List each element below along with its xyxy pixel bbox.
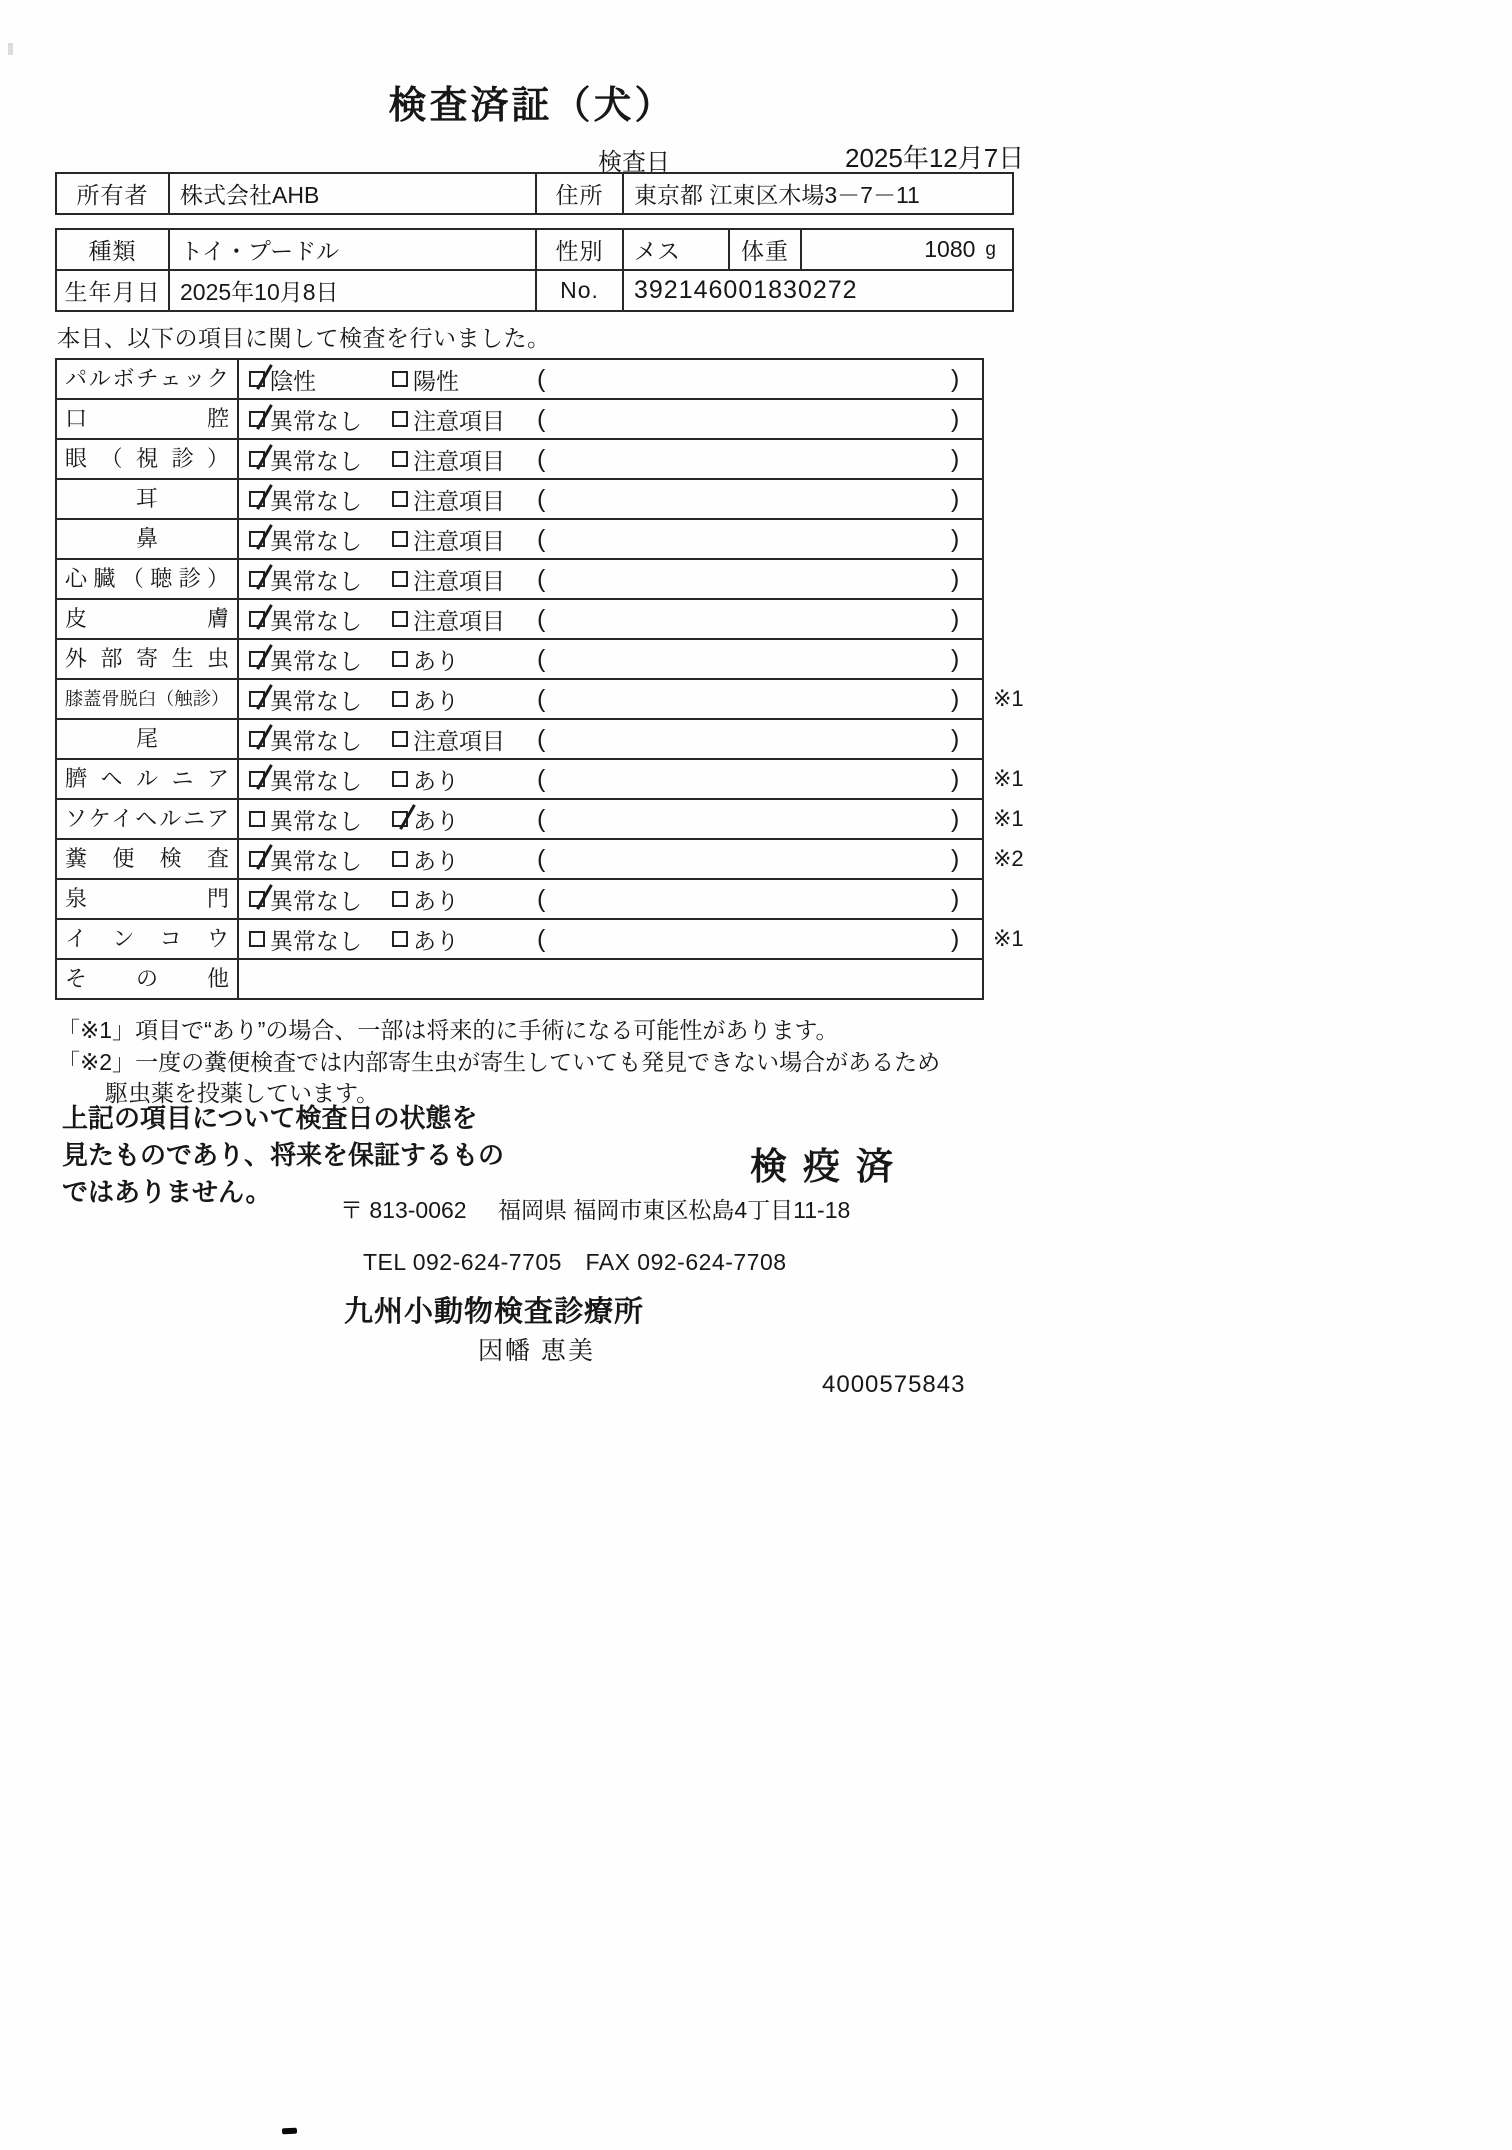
paren-open: (	[537, 845, 546, 873]
option-1-label: 異常なし	[270, 647, 362, 674]
paren-close: )	[951, 365, 960, 393]
paren-open: (	[537, 485, 546, 513]
option-2	[392, 400, 505, 438]
inspection-row	[57, 360, 982, 400]
option-1	[249, 720, 362, 758]
checkbox-icon	[249, 451, 265, 467]
paren-close: )	[951, 845, 960, 873]
option-1-label: 異常なし	[270, 527, 362, 554]
item-content	[239, 560, 982, 598]
item-content	[239, 520, 982, 558]
item-label: 鼻	[57, 520, 239, 558]
item-content	[239, 760, 982, 798]
inspection-row	[57, 840, 1024, 880]
option-2-label: 注意項目	[413, 487, 505, 514]
item-content	[239, 960, 982, 998]
option-1	[249, 520, 362, 558]
paren-close: )	[951, 685, 960, 713]
row-footnote-mark: ※2	[993, 846, 1024, 871]
address-label: 住所	[537, 174, 624, 213]
weight-unit: g	[985, 238, 996, 260]
item-label: 口腔	[57, 400, 239, 438]
item-content	[239, 440, 982, 478]
checkbox-icon	[392, 731, 408, 747]
weight-cell	[802, 230, 1012, 269]
option-2	[392, 840, 459, 878]
paren-close: )	[951, 925, 960, 953]
row-footnote-mark: ※1	[993, 686, 1024, 711]
paren-open: (	[537, 765, 546, 793]
checkbox-icon	[249, 811, 265, 827]
disclaimer-line-1: 上記の項目について検査日の状態を	[62, 1103, 478, 1133]
clinic-address: 福岡県 福岡市東区松島4丁目11-18	[498, 1197, 851, 1223]
option-1-label: 陰性	[270, 367, 316, 394]
intro-text: 本日、以下の項目に関して検査を行いました。	[57, 325, 551, 351]
checkbox-icon	[392, 651, 408, 667]
item-label: 糞便検査	[57, 840, 239, 878]
option-2-label: あり	[413, 847, 459, 874]
inspection-row	[57, 880, 982, 920]
item-label: 皮膚	[57, 600, 239, 638]
item-label: 膝蓋骨脱臼（触診）	[57, 680, 239, 718]
paren-open: (	[537, 805, 546, 833]
option-1-label: 異常なし	[270, 407, 362, 434]
option-1	[249, 440, 362, 478]
option-1-label: 異常なし	[270, 767, 362, 794]
option-2	[392, 800, 459, 838]
inspection-row	[57, 480, 982, 520]
pet-info-table	[55, 228, 1014, 312]
inspection-row	[57, 560, 982, 600]
paren-close: )	[951, 405, 960, 433]
checkbox-icon	[249, 931, 265, 947]
address-value: 東京都 江東区木場3－7－11	[634, 182, 920, 208]
paren-close: )	[951, 485, 960, 513]
item-content	[239, 720, 982, 758]
no-value: 392146001830272	[634, 276, 858, 304]
paren-open: (	[537, 365, 546, 393]
option-2	[392, 760, 459, 798]
item-label: 外部寄生虫	[57, 640, 239, 678]
paren-open: (	[537, 405, 546, 433]
paren-close: )	[951, 805, 960, 833]
checkbox-icon	[392, 451, 408, 467]
clinic-postal-code: 〒 813-0062	[340, 1197, 467, 1223]
option-1	[249, 400, 362, 438]
disclaimer-line-3: ではありません。	[62, 1177, 272, 1207]
option-1-label: 異常なし	[270, 847, 362, 874]
item-label: 臍ヘルニア	[57, 760, 239, 798]
paren-open: (	[537, 525, 546, 553]
footnote-1: 「※1」項目で“あり”の場合、一部は将来的に手術になる可能性があります。	[57, 1017, 839, 1043]
disclaimer-line-2: 見たものであり、将来を保証するもの	[62, 1140, 505, 1170]
scan-artifact	[282, 2128, 297, 2135]
checkbox-icon	[392, 811, 408, 827]
item-content	[239, 360, 982, 398]
checkbox-icon	[392, 491, 408, 507]
option-2	[392, 360, 459, 398]
paren-open: (	[537, 925, 546, 953]
item-content	[239, 680, 982, 718]
paren-open: (	[537, 725, 546, 753]
item-content	[239, 600, 982, 638]
serial-number: 4000575843	[822, 1371, 966, 1398]
pet-row-1	[57, 230, 1012, 271]
option-1-label: 異常なし	[270, 567, 362, 594]
checkbox-icon	[392, 851, 408, 867]
footnote-2: 「※2」一度の糞便検査では内部寄生虫が寄生していても発見できない場合があるため	[57, 1049, 941, 1075]
sex-label: 性別	[537, 230, 624, 269]
checkbox-icon	[392, 371, 408, 387]
paren-open: (	[537, 605, 546, 633]
checkbox-icon	[249, 531, 265, 547]
option-1	[249, 760, 362, 798]
row-footnote-mark: ※1	[993, 766, 1024, 791]
veterinarian-name: 因幡 恵美	[478, 1337, 595, 1365]
clinic-name: 九州小動物検査診療所	[344, 1296, 645, 1328]
option-2	[392, 440, 505, 478]
clinic-tel-fax: TEL 092-624-7705 FAX 092-624-7708	[363, 1249, 787, 1275]
inspection-row	[57, 520, 982, 560]
item-label: その他	[57, 960, 239, 998]
row-footnote-mark: ※1	[993, 806, 1024, 831]
quarantine-stamp: 検疫済	[750, 1146, 909, 1187]
paren-close: )	[951, 725, 960, 753]
checkbox-icon	[249, 891, 265, 907]
inspection-row	[57, 720, 982, 760]
paren-close: )	[951, 645, 960, 673]
paren-open: (	[537, 685, 546, 713]
checkbox-icon	[249, 731, 265, 747]
option-1	[249, 560, 362, 598]
checkbox-icon	[249, 851, 265, 867]
option-2-label: あり	[413, 887, 459, 914]
option-2-label: 注意項目	[413, 407, 505, 434]
owner-row	[57, 174, 1012, 213]
inspection-row	[57, 760, 1024, 800]
inspection-items-table	[55, 358, 1024, 1000]
option-1-label: 異常なし	[270, 687, 362, 714]
weight-value: 1080	[924, 236, 976, 262]
item-content	[239, 640, 982, 678]
option-2	[392, 560, 505, 598]
option-2	[392, 600, 505, 638]
option-2-label: 陽性	[413, 367, 459, 394]
weight-label: 体重	[730, 230, 802, 269]
breed-label: 種類	[57, 230, 170, 269]
item-content	[239, 480, 982, 518]
checkbox-icon	[392, 571, 408, 587]
item-label: 耳	[57, 480, 239, 518]
option-2-label: あり	[413, 807, 459, 834]
checkbox-icon	[392, 891, 408, 907]
inspection-row	[57, 640, 982, 680]
option-1	[249, 920, 362, 958]
item-content	[239, 400, 982, 438]
option-1-label: 異常なし	[270, 927, 362, 954]
option-1	[249, 480, 362, 518]
option-2-label: 注意項目	[413, 727, 505, 754]
checkbox-icon	[249, 371, 265, 387]
inspection-row	[57, 400, 982, 440]
row-footnote-mark: ※1	[993, 926, 1024, 951]
option-2-label: あり	[413, 647, 459, 674]
scan-artifact	[8, 43, 13, 55]
option-1	[249, 640, 362, 678]
item-label: インコウ	[57, 920, 239, 958]
no-label: No.	[537, 271, 624, 310]
inspection-row	[57, 960, 982, 998]
option-1	[249, 800, 362, 838]
breed-value: トイ・プードル	[170, 230, 537, 269]
inspection-row	[57, 920, 1024, 960]
item-label: 眼（視診）	[57, 440, 239, 478]
option-1	[249, 840, 362, 878]
option-2	[392, 680, 459, 718]
option-2	[392, 520, 505, 558]
checkbox-icon	[392, 531, 408, 547]
paren-close: )	[951, 565, 960, 593]
option-1	[249, 680, 362, 718]
inspection-date-value: 2025年12月7日	[845, 143, 1025, 173]
item-label: パルボチェック	[57, 360, 239, 398]
paren-open: (	[537, 565, 546, 593]
item-content	[239, 920, 982, 958]
option-1-label: 異常なし	[270, 807, 362, 834]
checkbox-icon	[249, 571, 265, 587]
checkbox-icon	[249, 491, 265, 507]
item-content	[239, 840, 982, 878]
option-2	[392, 880, 459, 918]
paren-close: )	[951, 605, 960, 633]
option-1-label: 異常なし	[270, 487, 362, 514]
paren-close: )	[951, 765, 960, 793]
option-2	[392, 920, 459, 958]
checkbox-icon	[249, 771, 265, 787]
inspection-row	[57, 440, 982, 480]
checkbox-icon	[249, 411, 265, 427]
option-1-label: 異常なし	[270, 607, 362, 634]
option-2-label: あり	[413, 687, 459, 714]
owner-value: 株式会社AHB	[170, 174, 537, 213]
birthdate-value: 2025年10月8日	[170, 271, 537, 310]
pet-row-2	[57, 271, 1012, 310]
paren-close: )	[951, 445, 960, 473]
option-2-label: あり	[413, 767, 459, 794]
option-2	[392, 640, 459, 678]
checkbox-icon	[392, 691, 408, 707]
item-label: 泉門	[57, 880, 239, 918]
checkbox-icon	[392, 931, 408, 947]
inspection-row	[57, 800, 1024, 840]
option-2	[392, 480, 505, 518]
paren-close: )	[951, 525, 960, 553]
checkbox-icon	[392, 411, 408, 427]
checkbox-icon	[249, 691, 265, 707]
option-2-label: 注意項目	[413, 567, 505, 594]
item-label: 心臓（聴診）	[57, 560, 239, 598]
item-content	[239, 800, 982, 838]
checkbox-icon	[249, 651, 265, 667]
owner-table	[55, 172, 1014, 215]
option-1	[249, 880, 362, 918]
option-2-label: あり	[413, 927, 459, 954]
footnote-2-continued: 駆虫薬を投薬しています。	[105, 1080, 380, 1106]
paren-close: )	[951, 885, 960, 913]
paren-open: (	[537, 645, 546, 673]
inspection-row	[57, 600, 982, 640]
item-content	[239, 880, 982, 918]
option-2-label: 注意項目	[413, 527, 505, 554]
owner-label: 所有者	[57, 174, 170, 213]
birthdate-label: 生年月日	[57, 271, 170, 310]
option-1-label: 異常なし	[270, 447, 362, 474]
item-label: 尾	[57, 720, 239, 758]
option-1	[249, 600, 362, 638]
checkbox-icon	[249, 611, 265, 627]
sex-value: メス	[624, 230, 730, 269]
checkbox-icon	[392, 771, 408, 787]
option-1	[249, 360, 316, 398]
inspection-row	[57, 680, 1024, 720]
option-2-label: 注意項目	[413, 447, 505, 474]
option-1-label: 異常なし	[270, 887, 362, 914]
page-title: 検査済証（犬）	[388, 85, 676, 127]
item-label: ソケイヘルニア	[57, 800, 239, 838]
option-2	[392, 720, 505, 758]
option-1-label: 異常なし	[270, 727, 362, 754]
paren-open: (	[537, 445, 546, 473]
paren-open: (	[537, 885, 546, 913]
checkbox-icon	[392, 611, 408, 627]
option-2-label: 注意項目	[413, 607, 505, 634]
inspection-date-label: 検査日	[598, 149, 670, 176]
